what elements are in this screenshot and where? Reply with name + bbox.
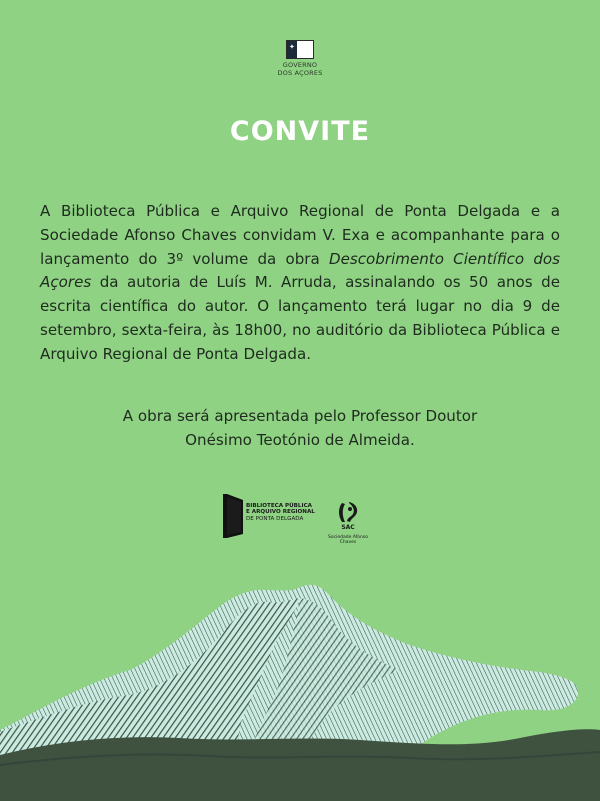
book-title: Descobrimento Científico dos Açores <box>40 249 561 292</box>
azores-flag-icon: ✦ <box>286 40 314 59</box>
body-text-end: da autoria de Luís M. Arruda, assinalando os 50 anos de escrita científica do autor. O lançamento terá lugar no dia 9 de setembro, sexta-feira, às 18h00, no auditório da Biblioteca Pública e Arquivo Regional de Ponta Delgada. <box>40 273 560 363</box>
body-text-start: A Biblioteca Pública e Arquivo Regional de Ponta Delgada e a Sociedade Afonso Chaves convidam V. Exa e acompanhante para o lançamento do 3º volume da obra <box>40 202 560 268</box>
biblioteca-line3: DE PONTA DELGADA <box>246 515 304 522</box>
gov-logo-line2: DOS AÇORES <box>277 68 323 77</box>
biblioteca-publica-logo <box>222 494 322 538</box>
biblioteca-book-icon <box>222 494 244 538</box>
gov-logo-line1: GOVERNO <box>282 61 318 69</box>
mountain-illustration <box>0 560 600 801</box>
presenter-line2: Onésimo Teotónio de Almeida. <box>185 431 415 449</box>
sac-emblem-icon <box>335 500 361 530</box>
sac-name: Sociedade Afonso Chaves <box>328 535 368 545</box>
biblioteca-logo-text <box>246 503 315 522</box>
sociedade-afonso-chaves-logo <box>323 500 373 545</box>
invitation-title: CONVITE <box>229 116 371 147</box>
biblioteca-line2: E ARQUIVO REGIONAL <box>246 509 315 516</box>
sac-mark: SAC <box>341 524 355 530</box>
biblioteca-line1: BIBLIOTECA PÚBLICA <box>246 503 313 509</box>
presenter-line1: A obra será apresentada pelo Professor Doutor <box>122 407 478 425</box>
presenter-text <box>0 404 600 452</box>
invitation-body <box>40 200 560 367</box>
governo-dos-acores-logo <box>272 40 328 77</box>
